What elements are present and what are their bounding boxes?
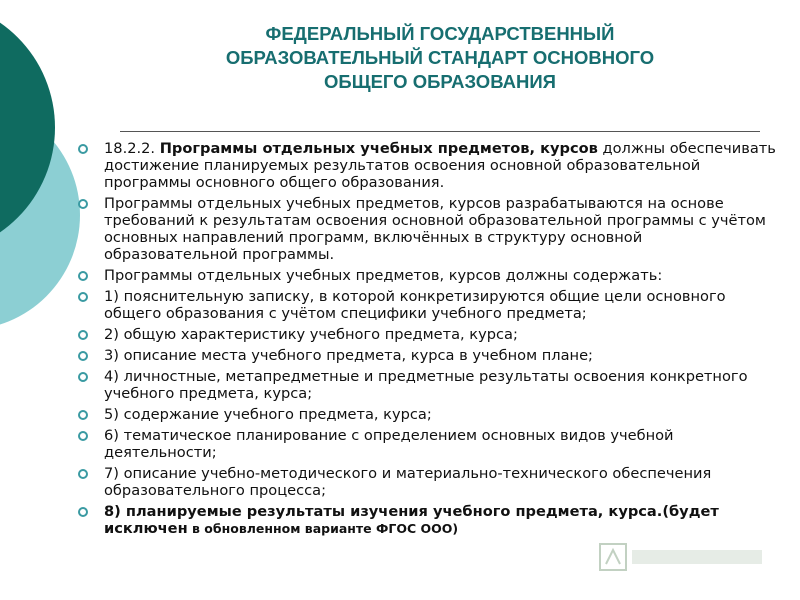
item-text: 1) пояснительную записку, в которой конкретизируются общие цели основного общего образования с учётом специфики учебного предмета; — [104, 288, 726, 322]
slide-title — [120, 22, 760, 94]
item-text: 4) личностные, метапредметные и предметные результаты освоения конкретного учебного предмета, курса; — [104, 368, 748, 402]
watermark-logo — [598, 538, 768, 578]
bullet-icon — [78, 292, 88, 302]
bullet-icon — [78, 330, 88, 340]
bullet-icon — [78, 271, 88, 281]
list-item — [78, 503, 778, 537]
bullet-icon — [78, 144, 88, 154]
list-item — [78, 288, 778, 322]
item-bold-text: Программы отдельных учебных предметов, курсов — [159, 140, 598, 157]
item-text: Программы отдельных учебных предметов, курсов должны содержать: — [104, 267, 663, 284]
list-item — [78, 267, 778, 284]
bullet-icon — [78, 431, 88, 441]
list-item — [78, 195, 778, 263]
item-text: 7) описание учебно-методического и материально-технического обеспечения образовательного процесса; — [104, 465, 712, 499]
title-line-3: ОБЩЕГО ОБРАЗОВАНИЯ — [324, 71, 556, 92]
bullet-icon — [78, 507, 88, 517]
bullet-icon — [78, 199, 88, 209]
content-list — [78, 140, 778, 541]
item-prefix: 18.2.2. — [104, 140, 160, 157]
bullet-icon — [78, 469, 88, 479]
item-text: 6) тематическое планирование с определением основных видов учебной деятельности; — [104, 427, 674, 461]
item-text: 3) описание места учебного предмета, курса в учебном плане; — [104, 347, 593, 364]
item-text: 2) общую характеристику учебного предмета, курса; — [104, 326, 518, 343]
title-line-2: ОБРАЗОВАТЕЛЬНЫЙ СТАНДАРТ ОСНОВНОГО — [225, 47, 655, 68]
list-item — [78, 406, 778, 423]
list-item — [78, 347, 778, 364]
bullet-icon — [78, 410, 88, 420]
list-item — [78, 326, 778, 343]
title-divider — [120, 131, 760, 132]
item-bold-text: 8) планируемые результаты изучения учебного предмета, курса.(будет исключен — [104, 503, 719, 537]
item-text: Программы отдельных учебных предметов, курсов разрабатываются на основе требований к результатам освоения основной образовательной программы с учётом основных направлений программ, включённых в структуру основной образовательной программы. — [104, 195, 766, 263]
item-text: должны обеспечивать достижение планируемых результатов освоения основной образовательной программы основного общего образования. — [104, 140, 776, 191]
title-line-1: ФЕДЕРАЛЬНЫЙ ГОСУДАРСТВЕННЫЙ — [265, 23, 615, 44]
list-item — [78, 140, 778, 191]
item-small-text: в обновленном варианте ФГОС ООО) — [187, 521, 459, 536]
list-item — [78, 427, 778, 461]
bullet-icon — [78, 351, 88, 361]
item-text: 5) содержание учебного предмета, курса; — [104, 406, 432, 423]
list-item — [78, 368, 778, 402]
bullet-icon — [78, 372, 88, 382]
list-item — [78, 465, 778, 499]
